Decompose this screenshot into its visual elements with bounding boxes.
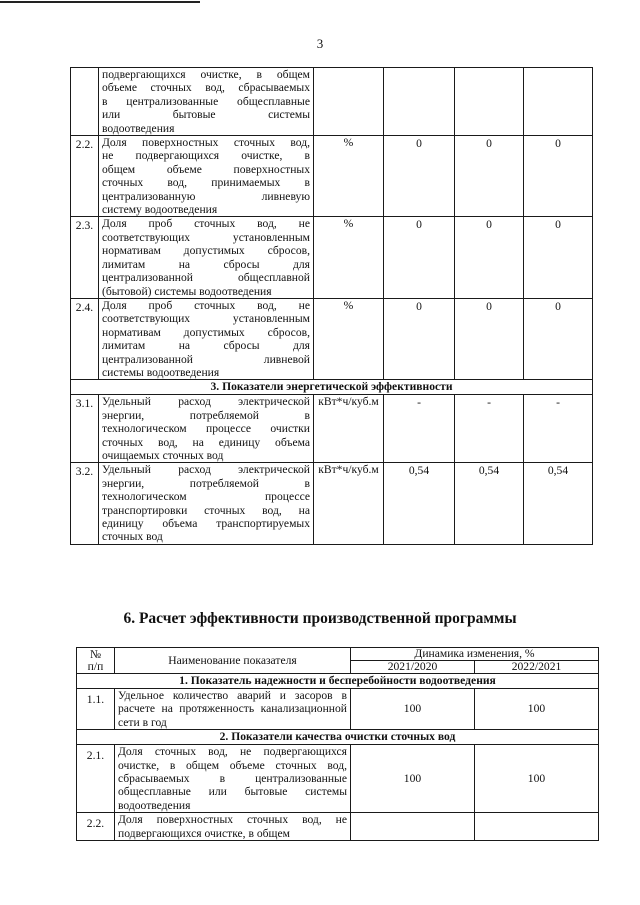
text-line: (бытовой) системы водоотведения [102,284,272,298]
text-line: лимитам на сбросы для [102,257,310,271]
text-line: сточных вод, на единицу объема [102,435,310,449]
table-row [77,689,599,730]
value-2021: 0 [455,136,524,217]
value-2020: 0 [384,217,455,298]
header-dynamics: Динамика изменения, % [351,648,599,661]
value-2021: 100 [351,689,475,730]
value-2021 [351,813,475,841]
value-2020: 0 [384,298,455,379]
unit-cell: % [314,298,384,379]
text-line: Доля проб сточных вод, не [102,298,310,312]
text-line: не подвергающихся очистке, в [102,149,310,163]
header-num: № п/п [77,648,115,674]
header-col-2022: 2022/2021 [475,661,599,674]
row-text [99,298,314,379]
value-2020: 0 [384,136,455,217]
value-2021: 0,54 [455,463,524,544]
header-row [77,648,599,661]
value-2022: 100 [475,745,599,813]
row-number: 3.2. [71,463,99,544]
text-line: единицу объема транспортируемых [102,517,310,530]
text-line: системы водоотведения [102,365,220,379]
value-2022: 0 [524,298,593,379]
row-number: 2.4. [71,298,99,379]
row-text [99,68,314,136]
value-2020: 0,54 [384,463,455,544]
row-number: 2.3. [71,217,99,298]
text-line: водоотведения [102,121,175,135]
text-line: транспортировки сточных вод, на [102,503,310,517]
table-row [71,217,593,298]
value-2022: 0 [524,136,593,217]
section-row-energy [71,380,593,395]
row-number [71,68,99,136]
text-line: в централизованные общесплавные [102,94,310,108]
unit-cell: кВт*ч/куб.м [314,395,384,463]
row-text [99,136,314,217]
text-line: нормативам допустимых сбросов, [102,325,310,339]
text-line: сточных вод, принимаемых в [102,176,310,190]
text-line: объеме сточных вод, сбрасываемых [102,81,310,95]
row-text [99,217,314,298]
indicators-table [70,67,593,545]
text-line: общем объеме поверхностных [102,162,310,176]
value-2022 [475,813,599,841]
text-line: соответствующих установленным [102,230,310,244]
unit-cell: кВт*ч/куб.м [314,463,384,544]
page-number: 3 [316,36,324,51]
header-col-2021: 2021/2020 [351,661,475,674]
row-number: 2.2. [71,136,99,217]
value-2021 [455,68,524,136]
table-row [71,463,593,544]
text-line: централизованной общесплавной [102,271,310,285]
text-line: лимитам на сбросы для [102,339,310,353]
value-2021: - [455,395,524,463]
text-line: Доля поверхностных сточных вод, [102,136,310,150]
value-2022: 0,54 [524,463,593,544]
value-2022 [524,68,593,136]
value-2022: 0 [524,217,593,298]
table-row [71,68,593,136]
text-line: Удельный расход электрической [102,463,310,477]
table-row [71,298,593,379]
row-number: 2.1. [77,745,115,813]
table-row [71,136,593,217]
table-row [77,745,599,813]
unit-cell: % [314,217,384,298]
value-2020: - [384,395,455,463]
value-2022: 100 [475,689,599,730]
value-2020 [384,68,455,136]
section-heading: 6. Расчет эффективности производственной программы [123,610,517,627]
row-text: Доля сточных вод, не подвергающихся очистке, в общем объеме сточных вод, сбрасываемых в централизованные общесплавные или бытовые системы водоотведения [115,745,351,813]
text-line: централизованной ливневой [102,352,310,366]
text-line: технологическом процессе очистки [102,422,310,436]
text-line: нормативам допустимых сбросов, [102,244,310,258]
header-name: Наименование показателя [115,648,351,674]
unit-cell [314,68,384,136]
text-line: энергии, потребляемой в [102,408,310,422]
text-line: или бытовые системы [102,108,310,122]
efficiency-table [76,647,599,841]
text-line: соответствующих установленным [102,312,310,326]
value-2022: - [524,395,593,463]
top-rule [0,1,200,3]
section-title-reliability: 1. Показатель надежности и бесперебойности водоотведения [77,674,599,689]
unit-cell: % [314,136,384,217]
text-line: систему водоотведения [102,203,218,217]
text-line: Доля проб сточных вод, не [102,217,310,231]
row-text: Доля поверхностных сточных вод, не подвергающихся очистке, в общем [115,813,351,841]
row-number: 2.2. [77,813,115,841]
section-title-quality: 2. Показатели качества очистки сточных вод [77,730,599,745]
table-row [77,813,599,841]
row-number: 3.1. [71,395,99,463]
text-line: очищаемых сточных вод [102,448,224,462]
value-2021: 0 [455,217,524,298]
text-line: энергии, потребляемой в [102,476,310,490]
row-number: 1.1. [77,689,115,730]
section-row-reliability [77,674,599,689]
value-2021: 0 [455,298,524,379]
row-text [99,463,314,544]
table-row [71,395,593,463]
text-line: централизованную ливневую [102,189,310,203]
row-text [99,395,314,463]
section-row-quality [77,730,599,745]
text-line: подвергающихся очистке, в общем [102,68,310,81]
value-2021: 100 [351,745,475,813]
text-line: сточных вод [102,530,163,544]
text-line: технологическом процессе [102,490,310,504]
row-text: Удельное количество аварий и засоров в расчете на протяженность канализационной сети в год [115,689,351,730]
section-title-energy: 3. Показатели энергетической эффективности [71,380,593,395]
text-line: Удельный расход электрической [102,395,310,409]
